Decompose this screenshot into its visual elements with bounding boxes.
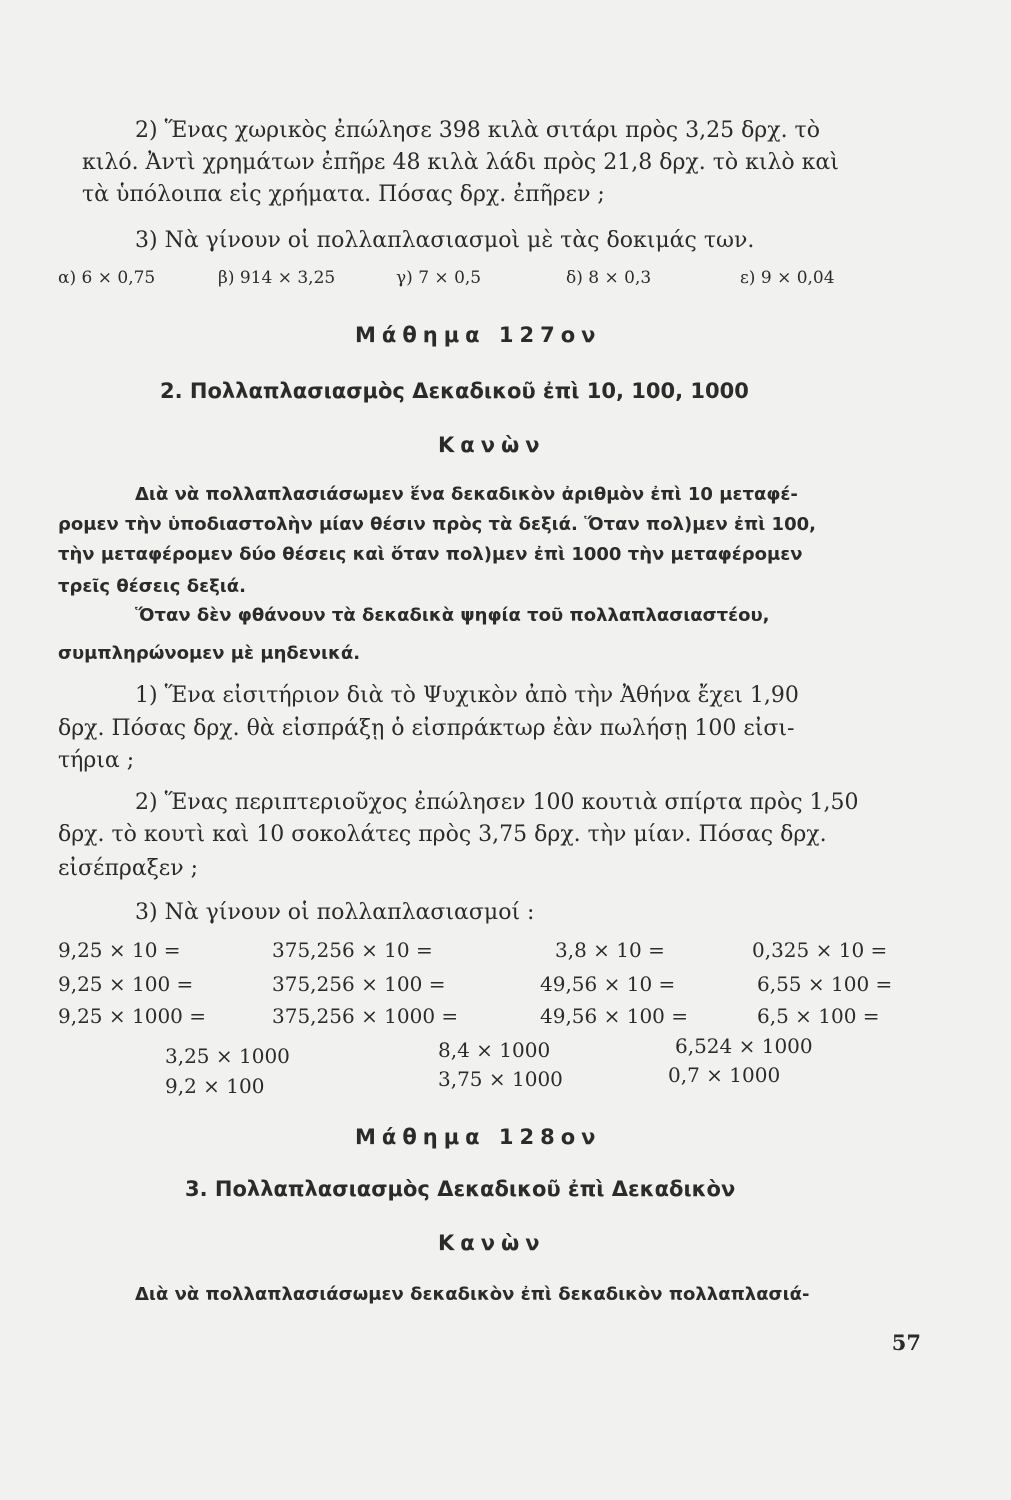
rule-127-line-1: Διὰ νὰ πολλαπλασιάσωμεν ἕνα δεκαδικὸν ἀριθμὸν ἐπὶ 10 μεταφέ- (135, 484, 798, 505)
exercise-1-line-1: 1) Ἕνα εἰσιτήριον διὰ τὸ Ψυχικὸν ἀπὸ τὴν Ἀθήνα ἔχει 1,90 (135, 683, 799, 708)
page-number: 57 (891, 1330, 921, 1355)
exercise-1-line-2: δρχ. Πόσας δρχ. θὰ εἰσπράξῃ ὁ εἰσπράκτωρ ἐὰν πωλήσῃ 100 εἰσι- (58, 716, 795, 741)
problem-3-item-e: ε) 9 × 0,04 (740, 268, 835, 288)
grid-r2-c4: 6,55 × 100 = (757, 972, 893, 996)
rule-127-line-2: ρομεν τὴν ὑποδιαστολὴν μίαν θέσιν πρὸς τὰ δεξιά. Ὅταν πολ)μεν ἐπὶ 100, (58, 514, 816, 535)
rule-127-line-4: τρεῖς θέσεις δεξιά. (58, 576, 246, 597)
grid2-r1-c3: 6,524 × 1000 (675, 1034, 813, 1058)
grid-r3-c3: 49,56 × 100 = (540, 1004, 689, 1028)
grid-r1-c2: 375,256 × 10 = (272, 938, 433, 962)
rule-128-line-1: Διὰ νὰ πολλαπλασιάσωμεν δεκαδικὸν ἐπὶ δεκαδικὸν πολλαπλασιά- (135, 1284, 810, 1305)
grid2-r2-c1: 9,2 × 100 (165, 1074, 265, 1098)
rule-127-line-6: συμπληρώνομεν μὲ μηδενικά. (58, 643, 361, 664)
problem-2-line-2: κιλό. Ἀντὶ χρημάτων ἐπῆρε 48 κιλὰ λάδι πρὸς 21,8 δρχ. τὸ κιλὸ καὶ (82, 150, 839, 175)
lesson-127-title: 2. Πολλαπλασιασμὸς Δεκαδικοῦ ἐπὶ 10, 100, 1000 (160, 379, 749, 403)
grid2-r1-c2: 8,4 × 1000 (438, 1038, 551, 1062)
grid-r1-c4: 0,325 × 10 = (752, 938, 888, 962)
exercise-3-instruction: 3) Νὰ γίνουν οἱ πολλαπλασιασμοί : (135, 900, 535, 925)
lesson-128-heading: Μάθημα 128ον (355, 1125, 602, 1149)
grid-r1-c3: 3,8 × 10 = (555, 938, 665, 962)
problem-3-instruction: 3) Νὰ γίνουν οἱ πολλαπλασιασμοὶ μὲ τὰς δοκιμάς των. (135, 228, 755, 253)
grid2-r1-c1: 3,25 × 1000 (165, 1044, 290, 1068)
rule-127-line-3: τὴν μεταφέρομεν δύο θέσεις καὶ ὅταν πολ)μεν ἐπὶ 1000 τὴν μεταφέρομεν (58, 544, 803, 565)
grid-r2-c3: 49,56 × 10 = (540, 972, 676, 996)
problem-3-item-d: δ) 8 × 0,3 (566, 268, 652, 288)
grid-r1-c1: 9,25 × 10 = (58, 938, 181, 962)
problem-2-line-1: 2) Ἕνας χωρικὸς ἐπώλησε 398 κιλὰ σιτάρι πρὸς 3,25 δρχ. τὸ (135, 118, 820, 143)
problem-3-item-c: γ) 7 × 0,5 (396, 268, 482, 288)
problem-2-line-3: τὰ ὑπόλοιπα εἰς χρήματα. Πόσας δρχ. ἐπῆρεν ; (82, 182, 605, 207)
grid-r3-c2: 375,256 × 1000 = (272, 1004, 459, 1028)
lesson-128-title: 3. Πολλαπλασιασμὸς Δεκαδικοῦ ἐπὶ Δεκαδικὸν (185, 1177, 736, 1201)
grid-r3-c1: 9,25 × 1000 = (58, 1004, 207, 1028)
exercise-1-line-3: τήρια ; (58, 748, 135, 773)
exercise-2-line-1: 2) Ἕνας περιπτεριοῦχος ἐπώλησεν 100 κουτιὰ σπίρτα πρὸς 1,50 (135, 790, 859, 815)
exercise-2-line-3: εἰσέπραξεν ; (58, 856, 198, 881)
grid-r3-c4: 6,5 × 100 = (757, 1004, 880, 1028)
grid2-r2-c2: 3,75 × 1000 (438, 1067, 563, 1091)
lesson-128-rule-heading: Κανὼν (438, 1231, 546, 1255)
lesson-127-rule-heading: Κανὼν (438, 433, 546, 457)
exercise-2-line-2: δρχ. τὸ κουτὶ καὶ 10 σοκολάτες πρὸς 3,75 δρχ. τὴν μίαν. Πόσας δρχ. (58, 822, 827, 847)
problem-3-item-b: β) 914 × 3,25 (218, 268, 336, 288)
grid-r2-c2: 375,256 × 100 = (272, 972, 446, 996)
grid2-r2-c3: 0,7 × 1000 (668, 1063, 781, 1087)
grid-r2-c1: 9,25 × 100 = (58, 972, 194, 996)
lesson-127-heading: Μάθημα 127ον (355, 323, 602, 347)
rule-127-line-5: Ὅταν δὲν φθάνουν τὰ δεκαδικὰ ψηφία τοῦ πολλαπλασιαστέου, (135, 605, 770, 626)
problem-3-item-a: α) 6 × 0,75 (58, 268, 156, 288)
